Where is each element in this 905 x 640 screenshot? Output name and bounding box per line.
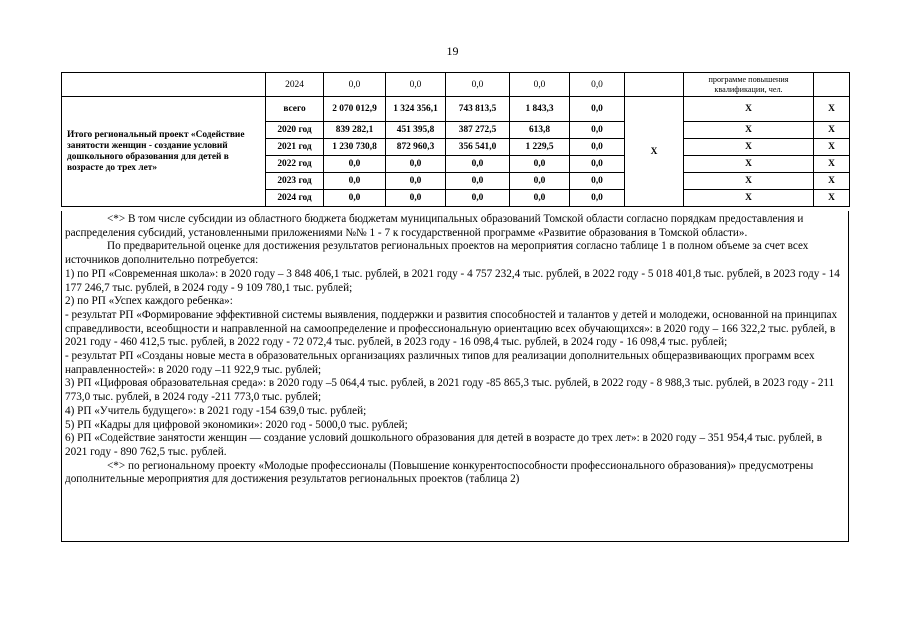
page-number: 19 [446,44,459,58]
value-cell: 0,0 [446,173,510,190]
year-cell: 2021 год [266,139,324,156]
value-cell: 0,0 [570,73,625,97]
year-cell: 2024 год [266,190,324,207]
value-cell: 2 070 012,9 [324,97,386,122]
value-cell: 0,0 [446,156,510,173]
value-cell: 0,0 [510,156,570,173]
value-cell: 0,0 [324,156,386,173]
x-mark-cell: X [625,97,684,207]
x-cell: X [684,122,814,139]
x-cell: X [814,190,850,207]
value-cell: 1 229,5 [510,139,570,156]
year-cell: 2024 [266,73,324,97]
value-cell: 0,0 [446,73,510,97]
budget-table [61,72,850,207]
value-cell: 872 960,3 [386,139,446,156]
value-cell: 0,0 [570,156,625,173]
value-cell: 0,0 [510,190,570,207]
value-cell: 0,0 [324,173,386,190]
value-cell: 1 324 356,1 [386,97,446,122]
value-cell: 387 272,5 [446,122,510,139]
table-row [62,73,850,97]
x-cell: X [684,97,814,122]
value-cell: 743 813,5 [446,97,510,122]
footnote-paragraph: <*> по региональному проекту «Молодые профессионалы (Повышение конкурентоспособности профессионального образования)» предусмотрены дополнительные мероприятия для достижения результатов региональных проектов (таблица 2) [65,459,814,486]
empty-cell [625,73,684,97]
value-cell: 1 843,3 [510,97,570,122]
footnote-paragraph: 2) по РП «Успех каждого ребенка»: [65,295,233,308]
value-cell: 0,0 [386,156,446,173]
value-cell: 0,0 [510,73,570,97]
value-cell: 1 230 730,8 [324,139,386,156]
value-cell: 0,0 [510,173,570,190]
year-cell: всего [266,97,324,122]
x-cell: X [684,173,814,190]
project-label: Итого региональный проект «Содействие занятости женщин - создание условий дошкольного образования для детей в возрасте до трех лет» [62,97,266,207]
x-cell: X [684,190,814,207]
value-cell: 0,0 [570,97,625,122]
value-cell: 0,0 [386,173,446,190]
x-cell: X [684,156,814,173]
value-cell: 0,0 [386,190,446,207]
value-cell: 356 541,0 [446,139,510,156]
footnote-paragraph: <*> В том числе субсидии из областного бюджета бюджетам муниципальных образований Томской области согласно порядкам предоставления и распределения субсидий, установленными приложениями №№ 1 - 7 к государственной программе «Развитие образования в Томской области». [65,213,804,239]
year-cell: 2023 год [266,173,324,190]
x-cell: X [814,139,850,156]
empty-cell [814,73,850,97]
footnote-paragraph: 1) по РП «Современная школа»: в 2020 году – 3 848 406,1 тыс. рублей, в 2021 году - 4 757 232,4 тыс. рублей, в 2022 году - 5 018 401,8 тыс. рублей, в 2023 году - 14 177 246,7 тыс. рублей, в 2024 году - 9 109 780,1 тыс. рублей; [65,267,840,294]
footnote-paragraph: 3) РП «Цифровая образовательная среда»: в 2020 году –5 064,4 тыс. рублей, в 2021 году -85 865,3 тыс. рублей, в 2022 году - 8 988,3 тыс. рублей, в 2023 году - 211 773,0 тыс. рублей, в 2024 году -211 773,0 тыс. рублей; [65,377,835,404]
value-cell: 0,0 [570,139,625,156]
footnote-paragraph: 5) РП «Кадры для цифровой экономики»: 2020 год - 5000,0 тыс. рублей; [65,418,408,431]
x-cell: X [684,139,814,156]
footnotes [61,213,849,487]
value-cell: 839 282,1 [324,122,386,139]
value-cell: 0,0 [446,190,510,207]
value-cell: 0,0 [386,73,446,97]
value-cell: 0,0 [324,73,386,97]
table-row [62,97,850,122]
footnote-paragraph: - результат РП «Формирование эффективной системы выявления, поддержки и развития способностей и талантов у детей и молодежи, основанной на принципах справедливости, всеобщности и направленной на самоопределение и профессиональную ориентацию всех обучающихся»: в 2020 году – 166 322,2 тыс. рублей, в 2021 году - 460 412,5 тыс. рублей, в 2022 году - 72 072,4 тыс. рублей, в 2023 году - 16 098,4 тыс. рублей, в 2024 году - 16 098,4 тыс. рублей; [65,308,838,349]
year-cell: 2020 год [266,122,324,139]
x-cell: X [814,156,850,173]
x-cell: X [814,173,850,190]
x-cell: X [814,122,850,139]
footnote-paragraph: По предварительной оценке для достижения результатов региональных проектов на мероприятия согласно таблице 1 в полном объеме за счет всех источников дополнительно потребуется: [65,240,809,267]
value-cell: 0,0 [570,122,625,139]
x-cell: X [814,97,850,122]
footnote-paragraph: 4) РП «Учитель будущего»: в 2021 году -154 639,0 тыс. рублей; [65,404,367,417]
value-cell: 613,8 [510,122,570,139]
value-cell: 0,0 [570,190,625,207]
value-cell: 0,0 [570,173,625,190]
indicator-cell: программе повышения квалификации, чел. [684,73,814,97]
value-cell: 451 395,8 [386,122,446,139]
footnote-paragraph: - результат РП «Созданы новые места в образовательных организациях различных типов для реализации дополнительных общеразвивающих программ всех направленностей»: в 2020 году –11 922,9 тыс. рублей; [65,350,815,376]
year-cell: 2022 год [266,156,324,173]
footnote-paragraph: 6) РП «Содействие занятости женщин — создание условий дошкольного образования для детей в возрасте до трех лет»: в 2020 году – 351 954,4 тыс. рублей, в 2021 году - 890 762,5 тыс. рублей. [65,432,823,458]
value-cell: 0,0 [324,190,386,207]
empty-cell [62,73,266,97]
